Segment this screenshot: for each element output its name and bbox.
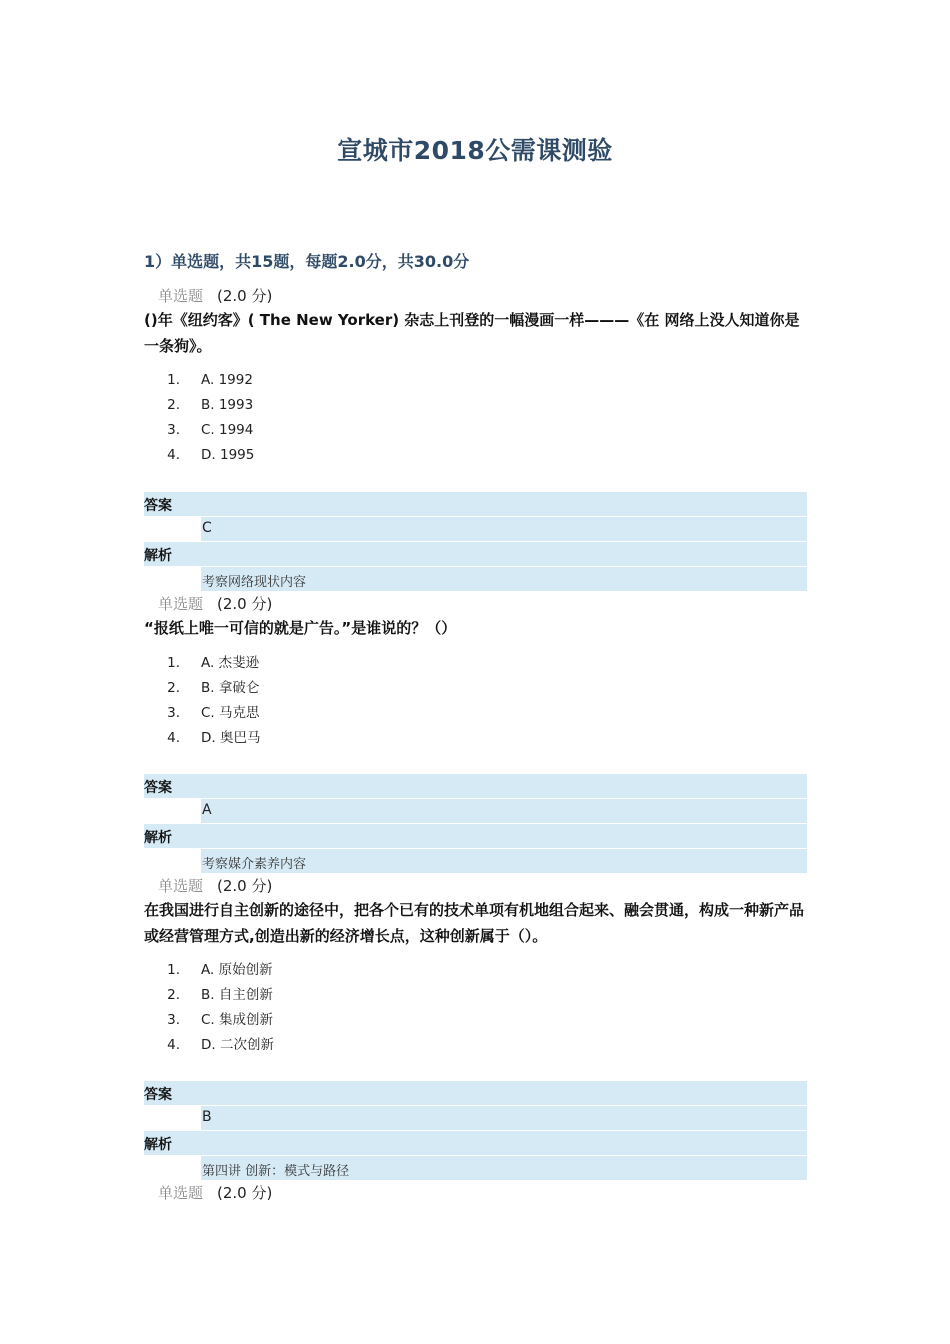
option-a[interactable] <box>144 368 807 393</box>
question-type: 单选题 <box>158 1184 204 1202</box>
question-score: (2.0 分) <box>217 287 273 305</box>
question-stem: ()年《纽约客》( The New Yorker) 杂志上刊登的一幅漫画一样———《在 网络上没人知道你是一条狗》。 <box>144 311 800 355</box>
option-text: D. 1995 <box>201 447 255 463</box>
option-text: C. 1994 <box>201 422 254 438</box>
question-score: (2.0 分) <box>217 595 273 613</box>
option-number: 2. <box>167 987 180 1003</box>
question-stem: “报纸上唯一可信的就是广告。”是谁说的？（） <box>144 619 457 637</box>
question-type-row <box>158 1182 272 1202</box>
answer-label-row <box>144 492 807 516</box>
option-a[interactable] <box>144 651 807 676</box>
option-a[interactable] <box>144 958 807 983</box>
option-c[interactable] <box>144 1008 807 1033</box>
answer-label: 答案 <box>144 780 172 796</box>
explanation-label: 解析 <box>144 1137 172 1153</box>
option-b[interactable] <box>144 676 807 701</box>
option-number: 1. <box>167 962 180 978</box>
option-text: D. 二次创新 <box>201 1037 274 1053</box>
option-list <box>144 651 807 751</box>
option-number: 1. <box>167 655 180 671</box>
answer-value: A <box>202 802 212 818</box>
explanation-text: 考察网络现状内容 <box>202 575 307 590</box>
option-number: 4. <box>167 730 180 746</box>
option-c[interactable] <box>144 418 807 443</box>
question-type-row <box>158 593 272 613</box>
option-text: A. 1992 <box>201 372 253 388</box>
question-type: 单选题 <box>158 595 204 613</box>
answer-label: 答案 <box>144 498 172 514</box>
option-number: 2. <box>167 397 180 413</box>
option-number: 2. <box>167 680 180 696</box>
question-type-row <box>158 875 272 895</box>
option-number: 1. <box>167 372 180 388</box>
option-d[interactable] <box>144 1033 807 1058</box>
option-d[interactable] <box>144 726 807 751</box>
answer-value-row <box>144 1106 807 1130</box>
explanation-label-row <box>144 824 807 848</box>
question-score: (2.0 分) <box>217 1184 273 1202</box>
explanation-label-row <box>144 1131 807 1155</box>
option-d[interactable] <box>144 443 807 468</box>
option-list <box>144 958 807 1058</box>
option-text: D. 奥巴马 <box>201 730 261 746</box>
explanation-value-row <box>144 849 807 873</box>
option-b[interactable] <box>144 393 807 418</box>
question-type: 单选题 <box>158 287 204 305</box>
option-c[interactable] <box>144 701 807 726</box>
question-stem: 在我国进行自主创新的途径中，把各个已有的技术单项有机地组合起来、融会贯通，构成一种新产品或经营管理方式,创造出新的经济增长点，这种创新属于（）。 <box>144 901 805 945</box>
option-text: A. 原始创新 <box>201 962 273 978</box>
option-text: A. 杰斐逊 <box>201 655 260 671</box>
answer-value: B <box>202 1109 212 1125</box>
explanation-text: 考察媒介素养内容 <box>202 857 307 872</box>
answer-label-row <box>144 1081 807 1105</box>
explanation-value-row <box>144 1156 807 1180</box>
explanation-text: 第四讲 创新：模式与路径 <box>202 1164 350 1179</box>
option-number: 4. <box>167 447 180 463</box>
option-text: C. 集成创新 <box>201 1012 274 1028</box>
question-type: 单选题 <box>158 877 204 895</box>
option-text: B. 1993 <box>201 397 254 413</box>
option-b[interactable] <box>144 983 807 1008</box>
option-text: C. 马克思 <box>201 705 260 721</box>
answer-label-row <box>144 774 807 798</box>
question-score: (2.0 分) <box>217 877 273 895</box>
answer-label: 答案 <box>144 1087 172 1103</box>
explanation-value-row <box>144 567 807 591</box>
answer-value: C <box>202 520 212 536</box>
explanation-label-row <box>144 542 807 566</box>
explanation-label: 解析 <box>144 830 172 846</box>
answer-value-row <box>144 517 807 541</box>
option-text: B. 拿破仑 <box>201 680 260 696</box>
section-header: 1）单选题，共15题，每题2.0分，共30.0分 <box>144 252 470 271</box>
page-title: 宣城市2018公需课测验 <box>337 136 613 165</box>
option-number: 3. <box>167 422 180 438</box>
option-number: 4. <box>167 1037 180 1053</box>
question-type-row <box>158 285 272 305</box>
option-number: 3. <box>167 1012 180 1028</box>
explanation-label: 解析 <box>144 548 172 564</box>
option-number: 3. <box>167 705 180 721</box>
option-list <box>144 368 807 468</box>
answer-value-row <box>144 799 807 823</box>
option-text: B. 自主创新 <box>201 987 273 1003</box>
